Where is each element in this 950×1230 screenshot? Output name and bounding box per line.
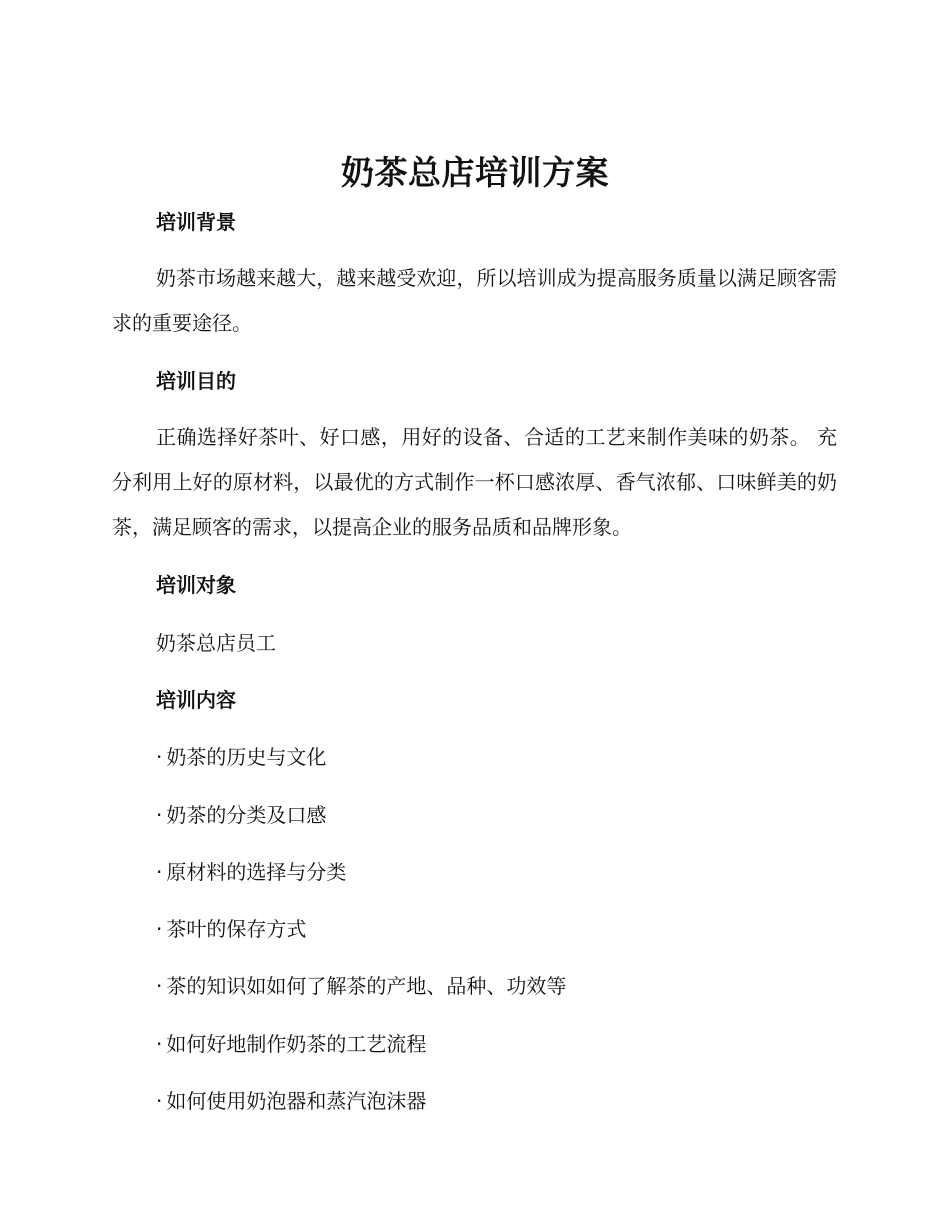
section-heading-audience: 培训对象 [156, 573, 236, 597]
section-heading-content: 培训内容 [156, 688, 236, 712]
bullet-icon: · [156, 803, 163, 827]
document-title: 奶茶总店培训方案 [341, 153, 609, 192]
list-item [156, 1086, 426, 1116]
list-item [156, 971, 566, 1001]
list-item-text: 茶叶的保存方式 [166, 917, 307, 941]
section-text-purpose: 正确选择好茶叶、好口感，用好的设备、合适的工艺来制作美味的奶茶。 充分利用上好的原材料，以最优的方式制作一杯口感浓厚、香气浓郁、口味鲜美的奶茶，满足顾客的需求，以提高企业的服务品质和品牌形象。 [112, 425, 837, 539]
bullet-icon: · [156, 917, 163, 941]
bullet-icon: · [156, 860, 163, 884]
bullet-icon: · [156, 1032, 163, 1056]
list-item [156, 742, 326, 772]
list-item [156, 800, 326, 830]
list-item-text: 如何好地制作奶茶的工艺流程 [166, 1032, 427, 1056]
list-item-text: 茶的知识如如何了解茶的产地、品种、功效等 [166, 974, 567, 998]
list-item-text: 如何使用奶泡器和蒸汽泡沫器 [166, 1089, 427, 1113]
list-item-text: 原材料的选择与分类 [166, 860, 347, 884]
list-item-text: 奶茶的历史与文化 [166, 745, 327, 769]
section-text-background: 奶茶市场越来越大，越来越受欢迎，所以培训成为提高服务质量以满足顾客需求的重要途径。 [112, 266, 837, 335]
list-item-text: 奶茶的分类及口感 [166, 803, 327, 827]
bullet-icon: · [156, 745, 163, 769]
section-heading-purpose: 培训目的 [156, 369, 236, 393]
section-heading-background: 培训背景 [156, 210, 236, 234]
list-item [156, 1029, 426, 1059]
section-text-audience: 奶茶总店员工 [156, 631, 276, 655]
list-item [156, 857, 346, 887]
bullet-icon: · [156, 1089, 163, 1113]
list-item [156, 914, 306, 944]
bullet-icon: · [156, 974, 163, 998]
